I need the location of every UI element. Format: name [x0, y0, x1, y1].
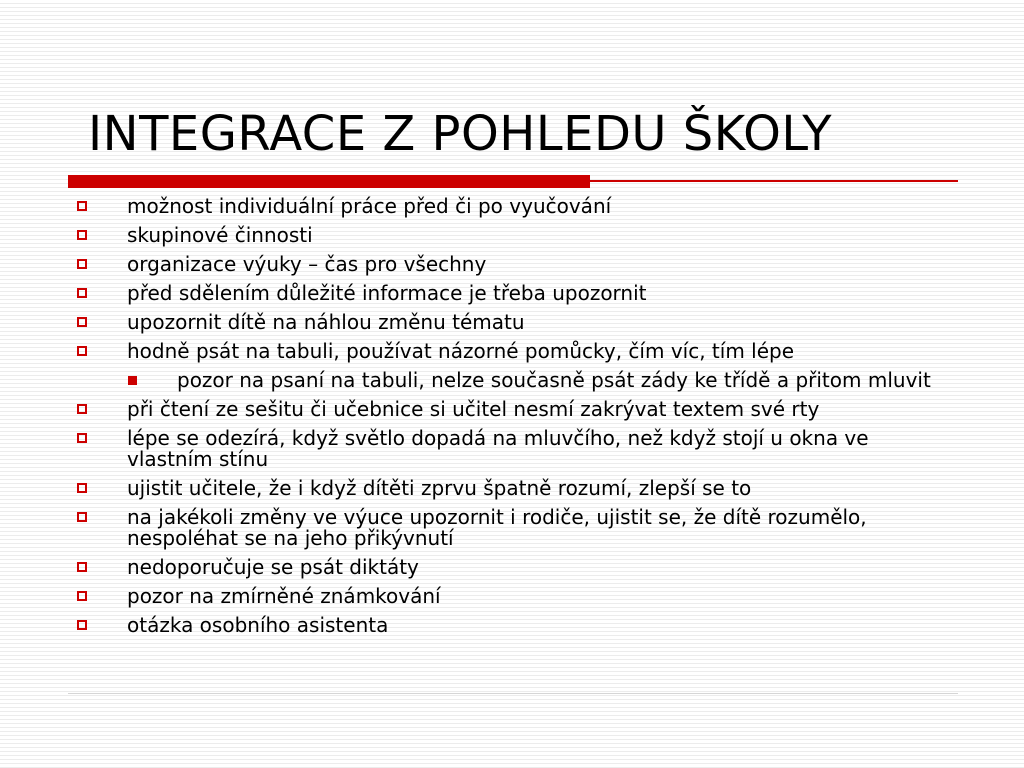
hollow-square-bullet-icon — [77, 620, 87, 630]
bullet-text: pozor na zmírněné známkování — [127, 584, 441, 608]
hollow-square-bullet-icon — [77, 512, 87, 522]
bullet-text: na jakékoli změny ve výuce upozornit i rodiče, ujistit se, že dítě rozumělo, nespoléhat se na jeho přikývnutí — [127, 505, 867, 550]
hollow-square-bullet-icon — [77, 259, 87, 269]
bottom-divider — [68, 693, 958, 694]
hollow-square-bullet-icon — [77, 483, 87, 493]
hollow-square-bullet-icon — [77, 433, 87, 443]
bullet-text: skupinové činnosti — [127, 223, 313, 247]
hollow-square-bullet-icon — [77, 230, 87, 240]
bullet-text: nedoporučuje se psát diktáty — [127, 555, 419, 579]
bullet-item — [72, 341, 952, 362]
bullet-text: lépe se odezírá, když světlo dopadá na mluvčího, než když stojí u okna ve vlastním stínu — [127, 426, 869, 471]
bullet-text: možnost individuální práce před či po vyučování — [127, 194, 612, 218]
bullet-item — [72, 615, 952, 636]
bullet-item — [72, 478, 952, 499]
bullet-item — [72, 428, 952, 470]
title-underline — [68, 175, 958, 189]
hollow-square-bullet-icon — [77, 201, 87, 211]
bullet-text: ujistit učitele, že i když dítěti zprvu špatně rozumí, zlepší se to — [127, 476, 752, 500]
hollow-square-bullet-icon — [77, 404, 87, 414]
bullet-item — [72, 586, 952, 607]
bullet-item — [72, 312, 952, 333]
bullet-item — [72, 283, 952, 304]
title-underline-line — [590, 180, 958, 182]
bullet-text: pozor na psaní na tabuli, nelze současně psát zády ke třídě a přitom mluvit — [177, 368, 931, 392]
title-underline-red-bar — [68, 175, 590, 188]
hollow-square-bullet-icon — [77, 591, 87, 601]
bullet-item — [72, 196, 952, 217]
bullet-item — [72, 254, 952, 275]
bullet-item — [72, 225, 952, 246]
hollow-square-bullet-icon — [77, 288, 87, 298]
bullet-text: organizace výuky – čas pro všechny — [127, 252, 487, 276]
filled-square-bullet-icon — [128, 376, 137, 385]
bullet-text: před sdělením důležité informace je třeba upozornit — [127, 281, 647, 305]
bullet-text: hodně psát na tabuli, používat názorné pomůcky, čím víc, tím lépe — [127, 339, 795, 363]
bullet-text: při čtení ze sešitu či učebnice si učitel nesmí zakrývat textem své rty — [127, 397, 820, 421]
hollow-square-bullet-icon — [77, 562, 87, 572]
bullet-item — [72, 507, 952, 549]
slide-title: INTEGRACE Z POHLEDU ŠKOLY — [88, 106, 833, 162]
bullet-item — [72, 399, 952, 420]
sub-bullet-item — [72, 370, 952, 391]
bullet-text: otázka osobního asistenta — [127, 613, 389, 637]
bullet-text: upozornit dítě na náhlou změnu tématu — [127, 310, 525, 334]
bullet-item — [72, 557, 952, 578]
bullet-list — [72, 196, 952, 644]
hollow-square-bullet-icon — [77, 346, 87, 356]
hollow-square-bullet-icon — [77, 317, 87, 327]
